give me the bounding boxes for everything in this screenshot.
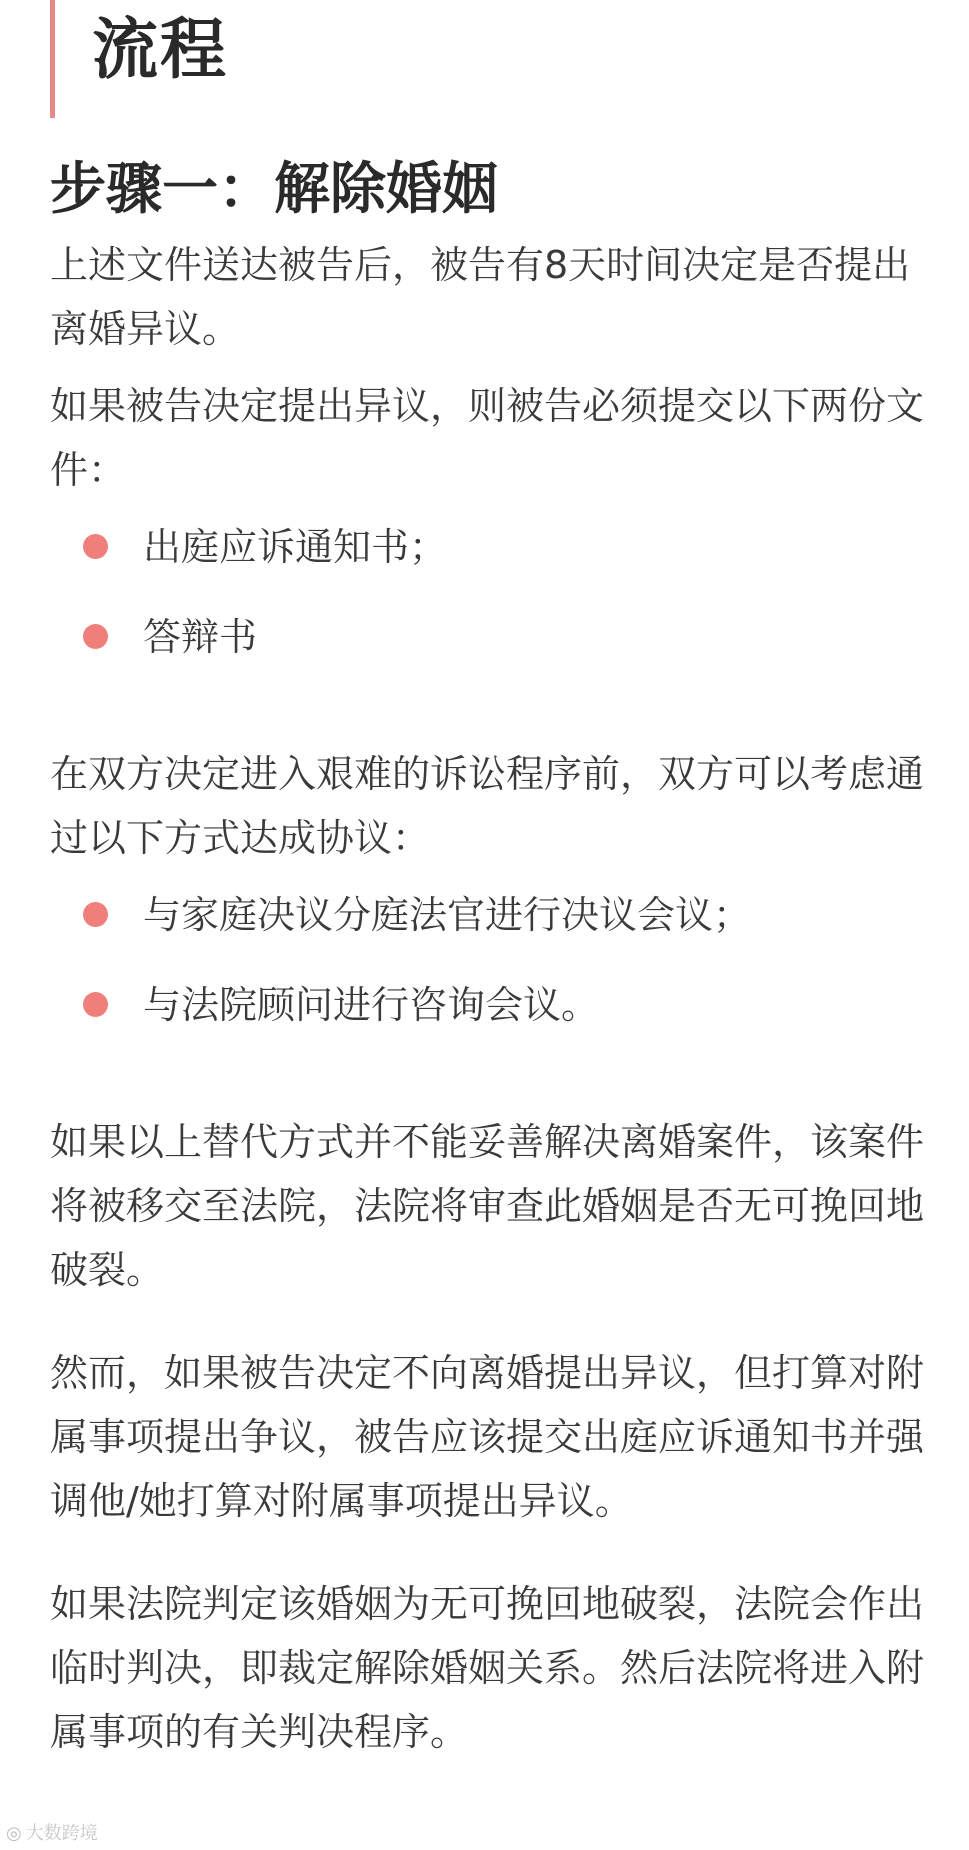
watermark-text: 大数跨境 bbox=[25, 1823, 98, 1844]
section-header bbox=[50, 0, 930, 120]
agreements-list bbox=[0, 873, 969, 1053]
paragraph-interim-judgment: 如果法院判定该婚姻为无可挽回地破裂，法院会作出临时判决，即裁定解除婚姻关系。然后法院将进入附属事项的有关判决程序。 bbox=[50, 1582, 925, 1754]
bullet-dot-icon bbox=[83, 902, 108, 927]
bullet-dot-icon bbox=[83, 992, 108, 1017]
bullet-dot-icon bbox=[83, 624, 108, 649]
list-item-text: 与家庭决议分庭法官进行决议会议； bbox=[143, 893, 752, 937]
paragraph-court-referral: 如果以上替代方式并不能妥善解决离婚案件，该案件将被移交至法院，法院将审查此婚姻是否无可挽回地破裂。 bbox=[50, 1120, 925, 1292]
list-item bbox=[0, 595, 969, 685]
documents-list bbox=[0, 505, 969, 685]
section-accent-bar bbox=[50, 0, 55, 118]
paragraph-objection-documents: 如果被告决定提出异议，则被告必须提交以下两份文件： bbox=[50, 384, 925, 492]
step-title: 步骤一：解除婚姻 bbox=[50, 157, 498, 222]
weibo-logo-icon: ◎ bbox=[6, 1823, 22, 1844]
list-item-text: 与法院顾问进行咨询会议。 bbox=[143, 983, 600, 1027]
list-item bbox=[0, 963, 969, 1053]
list-item bbox=[0, 505, 969, 595]
bullet-dot-icon bbox=[83, 534, 108, 559]
paragraph-notice-period: 上述文件送达被告后，被告有8天时间决定是否提出离婚异议。 bbox=[50, 243, 911, 351]
paragraph-agreement-options: 在双方决定进入艰难的诉讼程序前，双方可以考虑通过以下方式达成协议： bbox=[50, 752, 925, 860]
list-item-text: 出庭应诉通知书； bbox=[143, 525, 448, 569]
watermark bbox=[6, 1822, 98, 1846]
paragraph-ancillary-matters: 然而，如果被告决定不向离婚提出异议，但打算对附属事项提出争议，被告应该提交出庭应诉通知书并强调他/她打算对附属事项提出异议。 bbox=[50, 1351, 925, 1523]
list-item-text: 答辩书 bbox=[143, 615, 258, 659]
list-item bbox=[0, 873, 969, 963]
section-title: 流程 bbox=[92, 11, 228, 88]
